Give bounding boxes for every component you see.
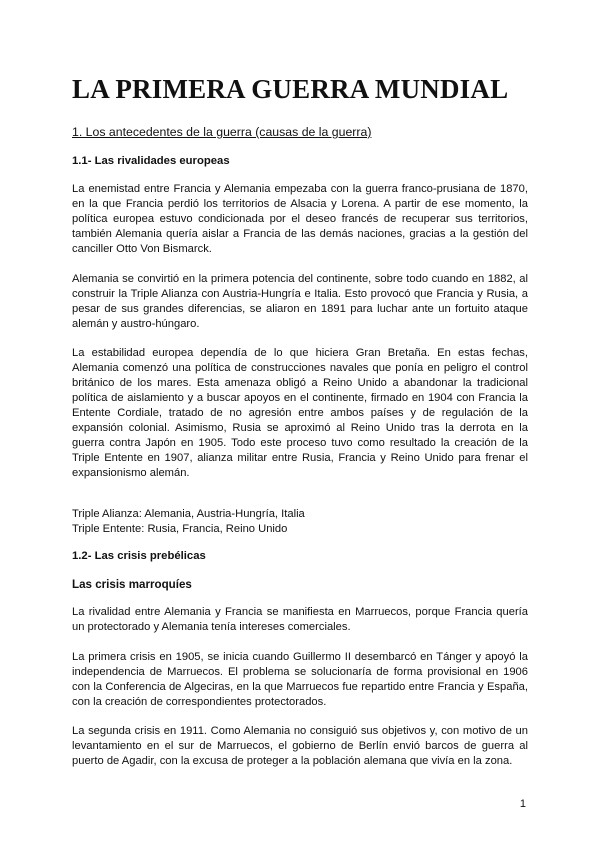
page-number: 1 [519, 798, 526, 810]
paragraph: La enemistad entre Francia y Alemania empezaba con la guerra franco-prusiana de 1870, en la que Francia perdió los territorios de Alsacia y Lorena. A partir de ese momento, la política europea estuvo condicionada por el deseo francés de recuperar sus territorios, también Alemania quería aislar a Francia de las demás naciones, gracias a la gestión del canciller Otto Von Bismarck. [72, 183, 528, 255]
alliances-list [72, 507, 528, 537]
paragraph: La segunda crisis en 1911. Como Alemania no consiguió sus objetivos y, con motivo de un levantamiento en el sur de Marruecos, el gobierno de Berlín envió barcos de guerra al puerto de Agadir, con la excusa de proteger a la población alemana que vivía en la zona. [72, 725, 528, 767]
paragraph: La estabilidad europea dependía de lo que hiciera Gran Bretaña. En estas fechas, Alemania comenzó una política de construcciones navales que ponía en peligro el control británico de los mares. Esta amenaza obligó a Reino Unido a abandonar la tradicional política de aislamiento y a buscar apoyos en el continente, firmado en 1904 con Francia la Entente Cordiale, tratado de no agresión entre ambos países y de regulación de la expansión colonial. Asimismo, Rusia se aproximó al Reino Unido tras la derrota en la guerra contra Japón en 1905. Todo este proceso tuvo como resultado la creación de la Triple Entente en 1907, alianza militar entre Rusia, Francia y Reino Unido para frenar el expansionismo alemán. [72, 347, 528, 479]
subsection-heading-crisis: 1.2- Las crisis prebélicas [72, 550, 206, 562]
section-heading-antecedentes: 1. Los antecedentes de la guerra (causas de la guerra) [72, 125, 372, 139]
paragraph: La primera crisis en 1905, se inicia cuando Guillermo II desembarcó en Tánger y apoyó la independencia de Marruecos. El problema se solucionaría de forma provisional en 1906 con la Conferencia de Algeciras, en la que Marruecos fue repartido entre Francia y España, con la creación de correspondientes protectorados. [72, 650, 528, 708]
document-title: LA PRIMERA GUERRA MUNDIAL [72, 74, 509, 104]
crisis-marroquies-heading: Las crisis marroquíes [72, 578, 192, 591]
paragraph: La rivalidad entre Alemania y Francia se manifiesta en Marruecos, porque Francia quería un protectorado y Alemania tenía intereses comerciales. [72, 606, 528, 633]
paragraph: Alemania se convirtió en la primera potencia del continente, sobre todo cuando en 1882, al construir la Triple Alianza con Austria-Hungría e Italia. Esto provocó que Francia y Rusia, a pesar de sus grandes diferencias, se aliaron en 1891 para luchar ante un fortuito ataque alemán y austro-húngaro. [72, 272, 528, 330]
alliance-item: Triple Alianza: Alemania, Austria-Hungría, Italia [72, 508, 305, 520]
alliance-item: Triple Entente: Rusia, Francia, Reino Unido [72, 523, 288, 535]
document-body [72, 124, 528, 784]
subsection-heading-rivalidades: 1.1- Las rivalidades europeas [72, 155, 230, 167]
